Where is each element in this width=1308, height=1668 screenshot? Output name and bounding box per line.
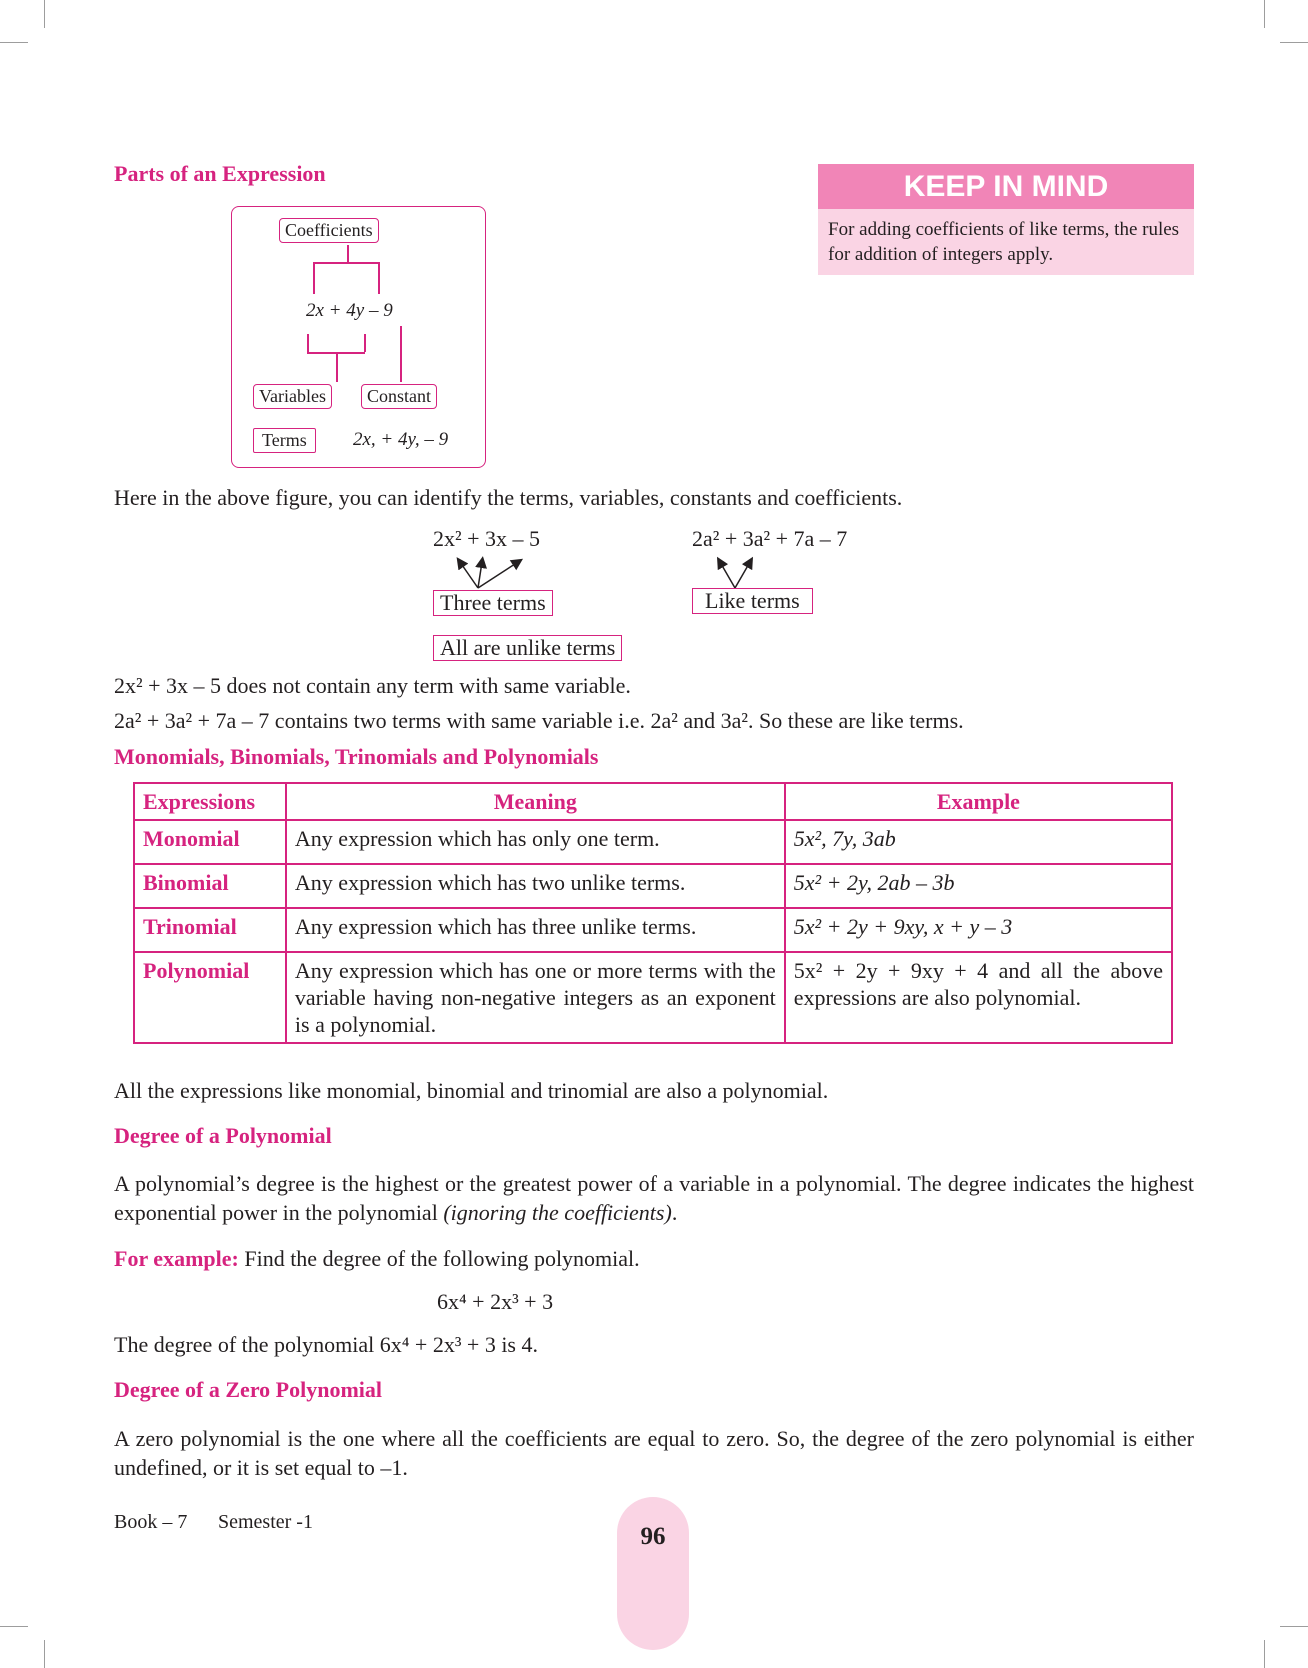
example-expression-1: 2x² + 3x – 5	[433, 526, 541, 551]
crop-mark	[1264, 0, 1265, 28]
section-heading-parts: Parts of an Expression	[114, 161, 326, 186]
connector-line	[347, 245, 349, 262]
table-cell: 5x², 7y, 3ab	[785, 820, 1172, 864]
connector-line	[378, 262, 380, 294]
three-terms-box: Three terms	[433, 590, 553, 616]
degree-equation: 6x⁴ + 2x³ + 3	[437, 1289, 554, 1314]
degree-text: A polynomial’s degree is the highest or the greatest power of a variable in a polynomial. The degree indicates the highest exponential power in the polynomial	[114, 1171, 1194, 1225]
example-label: For example:	[114, 1246, 239, 1271]
table-cell: Polynomial	[134, 952, 286, 1043]
like-terms-box: Like terms	[692, 588, 813, 614]
table-cell: Any expression which has three unlike terms.	[286, 908, 785, 952]
table-header-row	[134, 783, 1172, 820]
example-line	[114, 1244, 640, 1273]
degree-italic: (ignoring the coefficients)	[443, 1200, 672, 1225]
diagram-expression: 2x + 4y – 9	[306, 300, 393, 321]
terms-label: Terms	[253, 428, 316, 453]
footer-book: Book – 7	[114, 1511, 188, 1533]
section-heading-monomials: Monomials, Binomials, Trinomials and Polynomials	[114, 744, 599, 769]
arrow-icon	[440, 556, 530, 592]
identify-text: Here in the above figure, you can identify the terms, variables, constants and coefficients.	[114, 485, 903, 510]
section-heading-zero-degree: Degree of a Zero Polynomial	[114, 1377, 383, 1402]
all-unlike-box: All are unlike terms	[433, 635, 622, 661]
arrow-icon	[710, 556, 770, 592]
table-header: Meaning	[286, 783, 785, 820]
expressions-table	[133, 782, 1173, 1044]
example-expression-2: 2a² + 3a² + 7a – 7	[692, 526, 848, 551]
table-row	[134, 908, 1172, 952]
degree-paragraph: A polynomial’s degree is the highest or the greatest power of a variable in a polynomial. The degree indicates the highest exponential power in the polynomial (ignoring the coefficients).	[114, 1171, 1194, 1225]
crop-mark	[1280, 1626, 1308, 1627]
keep-in-mind-title: KEEP IN MIND	[818, 164, 1194, 209]
connector-line	[336, 352, 338, 382]
crop-mark	[0, 42, 28, 43]
variables-label: Variables	[253, 384, 332, 409]
crop-mark	[44, 0, 45, 28]
crop-mark	[1264, 1640, 1265, 1668]
table-cell: 5x² + 2y, 2ab – 3b	[785, 864, 1172, 908]
constant-label: Constant	[361, 384, 437, 409]
connector-line	[364, 334, 366, 352]
table-cell: 5x² + 2y + 9xy, x + y – 3	[785, 908, 1172, 952]
keep-in-mind-text: For adding coefficients of like terms, the rules for addition of integers apply.	[818, 209, 1194, 275]
connector-line	[307, 334, 309, 352]
table-cell: Any expression which has one or more terms with the variable having non-negative integers as an exponent is a polynomial.	[286, 952, 785, 1043]
table-row	[134, 820, 1172, 864]
line-unlike: 2x² + 3x – 5 does not contain any term with same variable.	[114, 673, 631, 698]
table-cell: Trinomial	[134, 908, 286, 952]
table-cell: Monomial	[134, 820, 286, 864]
table-cell: 5x² + 2y + 9xy + 4 and all the above expressions are also polynomial.	[785, 952, 1172, 1043]
connector-line	[400, 326, 402, 382]
section-heading-degree: Degree of a Polynomial	[114, 1123, 332, 1148]
line-like: 2a² + 3a² + 7a – 7 contains two terms with same variable i.e. 2a² and 3a². So these are like terms.	[114, 708, 964, 733]
coefficients-label: Coefficients	[279, 218, 379, 243]
connector-line	[313, 262, 315, 294]
degree-answer: The degree of the polynomial 6x⁴ + 2x³ + 3 is 4.	[114, 1332, 538, 1357]
table-row	[134, 952, 1172, 1043]
table-row	[134, 864, 1172, 908]
footer-semester: Semester -1	[218, 1511, 313, 1533]
terms-value: 2x, + 4y, – 9	[353, 429, 449, 450]
page-number: 96	[640, 1523, 666, 1550]
crop-mark	[44, 1640, 45, 1668]
crop-mark	[1280, 42, 1308, 43]
example-text: Find the degree of the following polynomial.	[244, 1246, 640, 1271]
table-header: Expressions	[134, 783, 286, 820]
crop-mark	[0, 1626, 28, 1627]
after-table-text: All the expressions like monomial, binomial and trinomial are also a polynomial.	[114, 1078, 829, 1103]
table-cell: Any expression which has only one term.	[286, 820, 785, 864]
table-cell: Any expression which has two unlike terms.	[286, 864, 785, 908]
zero-degree-paragraph: A zero polynomial is the one where all the coefficients are equal to zero. So, the degree of the zero polynomial is either undefined, or it is set equal to –1.	[114, 1426, 1194, 1480]
connector-line	[313, 262, 379, 264]
page-number-tab	[617, 1497, 689, 1650]
table-header: Example	[785, 783, 1172, 820]
table-cell: Binomial	[134, 864, 286, 908]
